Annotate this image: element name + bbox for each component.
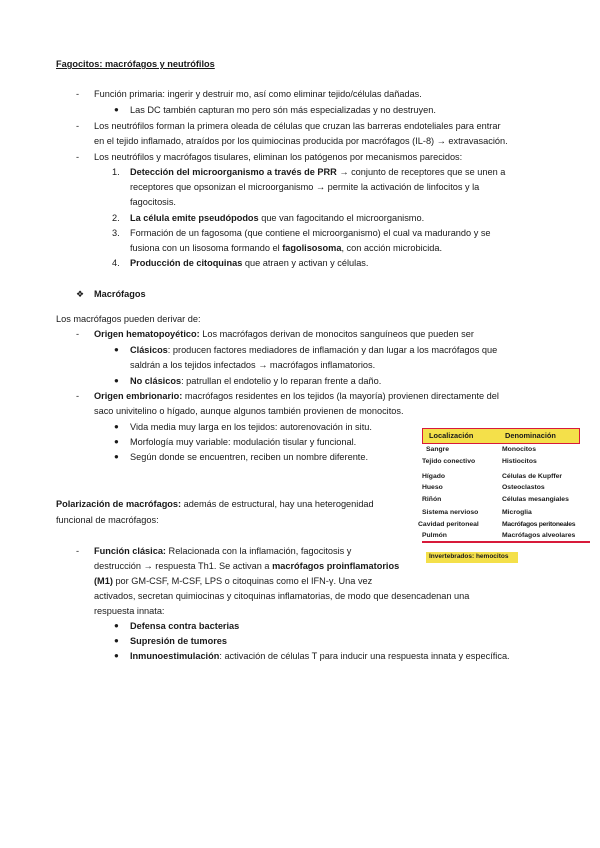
step-number: 4. — [112, 258, 120, 268]
step-number: 1. — [112, 167, 120, 177]
clasicos-line: Clásicos: producen factores mediadores de inflamación y dan lugar a los macrófagos que — [130, 345, 498, 355]
step-line: La célula emite pseudópodos que van fagocitando el microorganismo. — [130, 213, 425, 223]
macrophage-location-table — [420, 428, 592, 568]
function-line: activados, secretan quimiocinas y citoquinas inflamatorias, de modo que desencadenan una — [94, 591, 470, 601]
table-row: Tejido conectivo Histiocitos — [422, 458, 537, 465]
table-row: Cavidad peritoneal Macrófagos peritoneales — [418, 521, 576, 528]
step-line: fagocitosis. — [130, 197, 176, 207]
polarization-line: funcional de macrófagos: — [56, 515, 159, 525]
dot-bullet: ● — [114, 651, 119, 660]
section-heading: Macrófagos — [94, 289, 146, 299]
table-row: Pulmón Macrófagos alveolares — [422, 532, 576, 539]
function-item: Defensa contra bacterias — [130, 621, 240, 631]
intro-line: Los neutrófilos forman la primera oleada de células que cruzan las barreras endoteliales para entrar — [94, 121, 501, 131]
dash-bullet: - — [76, 121, 80, 131]
function-item: Inmunoestimulación: activación de células T para inducir una respuesta innata y específica. — [130, 651, 510, 661]
step-number: 2. — [112, 213, 120, 223]
dash-bullet: - — [76, 89, 80, 99]
dash-bullet: - — [76, 546, 80, 556]
step-number: 3. — [112, 228, 120, 238]
step-line: Detección del microorganismo a través de PRR → conjunto de receptores que se unen a — [130, 167, 506, 177]
dash-bullet: - — [76, 329, 80, 339]
step-line: fusiona con un lisosoma formando el fagolisosoma, con acción microbicida. — [130, 243, 443, 253]
table-row: Sangre Monocitos — [426, 446, 536, 453]
function-line: Función clásica: Relacionada con la inflamación, fagocitosis y — [94, 546, 352, 556]
header-denominacion: Denominación — [505, 431, 556, 440]
dot-bullet: ● — [114, 422, 119, 431]
red-underline — [422, 541, 590, 543]
page-title: Fagocitos: macrófagos y neutrófilos — [56, 59, 215, 69]
table-row: Sistema nervioso Microglia — [422, 509, 532, 516]
step-line: Formación de un fagosoma (que contiene el microorganismo) el cual va madurando y se — [130, 228, 491, 238]
step-line: Producción de citoquinas que atraen y activan y células. — [130, 258, 369, 268]
emb-item: Vida media muy larga en los tejidos: autorenovación in situ. — [130, 422, 372, 432]
step-line: receptores que opsonizan el microorganismo → permite la activación de linfocitos y la — [130, 182, 480, 192]
table-row: Riñón Células mesangiales — [422, 496, 569, 503]
origen-hematopoyetico: Origen hematopoyético: Los macrófagos derivan de monocitos sanguíneos que pueden ser — [94, 329, 474, 339]
no-clasicos-line: No clásicos: patrullan el endotelio y lo reparan frente a daño. — [130, 376, 382, 386]
dot-bullet: ● — [114, 376, 119, 385]
table-footer: Invertebrados: hemocitos — [426, 552, 518, 563]
dot-bullet: ● — [114, 621, 119, 630]
dot-bullet: ● — [114, 452, 119, 461]
dot-bullet: ● — [114, 437, 119, 446]
table-header — [422, 428, 580, 444]
table-row: Hueso Osteoclastos — [422, 484, 545, 491]
emb-item: Según donde se encuentren, reciben un nombre diferente. — [130, 452, 369, 462]
polarization-line: Polarización de macrófagos: además de estructural, hay una heterogenidad — [56, 499, 374, 509]
function-line: (M1) por GM-CSF, M-CSF, LPS o citoquinas como el IFN-γ. Una vez — [94, 576, 373, 586]
dot-bullet: ● — [114, 636, 119, 645]
dot-bullet: ● — [114, 345, 119, 354]
dot-bullet: ● — [114, 105, 119, 114]
section-intro: Los macrófagos pueden derivar de: — [56, 314, 201, 324]
clasicos-line: saldrán a los tejidos infectados → macrófagos inflamatorios. — [130, 360, 376, 370]
function-line: destrucción → respuesta Th1. Se activan a macrófagos proinflamatorios — [94, 561, 400, 571]
emb-item: Morfología muy variable: modulación tisular y funcional. — [130, 437, 357, 447]
function-line: respuesta innata: — [94, 606, 165, 616]
header-localizacion: Localización — [429, 431, 474, 440]
table-row: Hígado Células de Kupffer — [422, 473, 563, 480]
origen-embrionario: saco univitelino o hígado, aunque algunos también provienen de monocitos. — [94, 406, 404, 416]
intro-line: Los neutrófilos y macrófagos tisulares, eliminan los patógenos por mecanismos parecidos: — [94, 152, 463, 162]
intro-sub-line: Las DC también capturan mo pero són más especializadas y no destruyen. — [130, 105, 436, 115]
intro-line: en el tejido inflamado, atraídos por los quimiocinas producida por macrófagos (IL-8) → extravasación. — [94, 136, 508, 146]
dash-bullet: - — [76, 391, 80, 401]
diamond-bullet-icon: ❖ — [76, 289, 85, 299]
intro-line: Función primaria: ingerir y destruir mo, así como eliminar tejido/células dañadas. — [94, 89, 422, 99]
function-item: Supresión de tumores — [130, 636, 227, 646]
dash-bullet: - — [76, 152, 80, 162]
origen-embrionario: Origen embrionario: macrófagos residentes en los tejidos (la mayoría) provienen directamente del — [94, 391, 499, 401]
